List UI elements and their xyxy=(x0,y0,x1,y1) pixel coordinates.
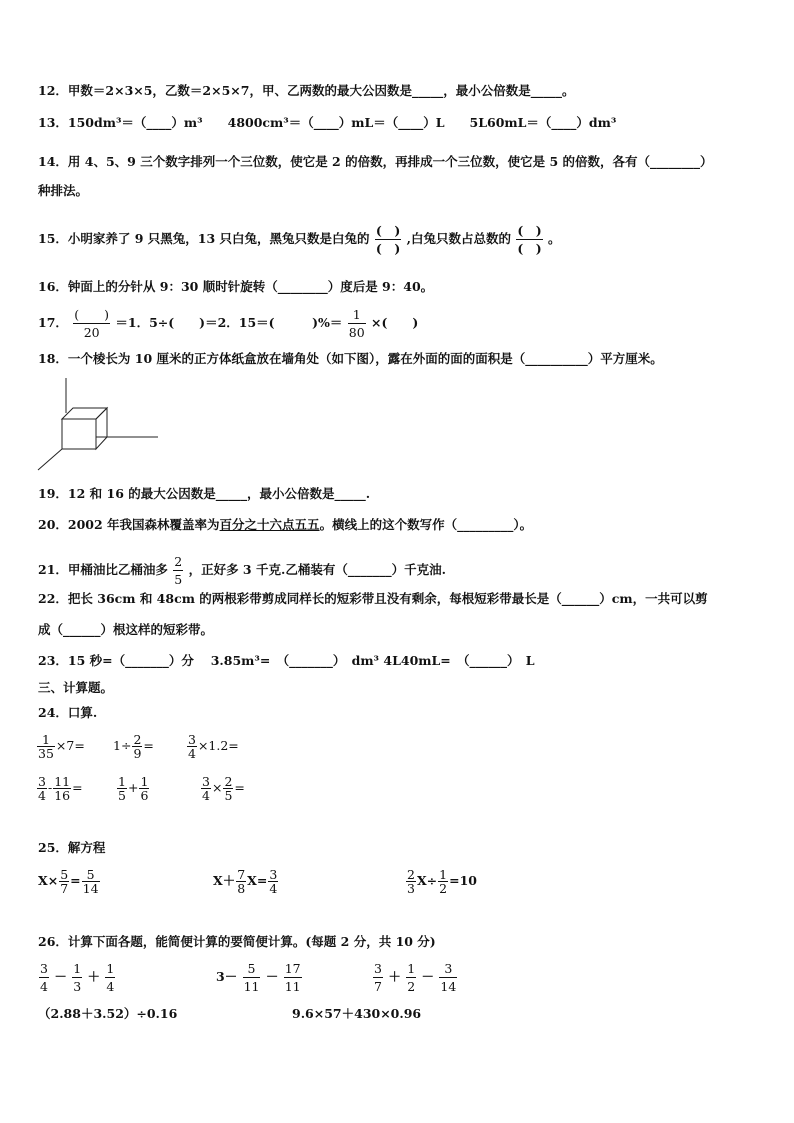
frac-num: 1 xyxy=(348,306,366,324)
fraction xyxy=(236,868,246,895)
q24-item-4 xyxy=(36,775,83,802)
q24-item-2 xyxy=(113,733,154,760)
frac-den: 8 xyxy=(237,881,246,896)
frac-den: ( ) xyxy=(375,241,401,256)
q24-item-1 xyxy=(36,733,85,760)
operator: - xyxy=(47,780,53,795)
frac-den: 80 xyxy=(348,325,365,340)
calc-1 xyxy=(38,960,116,995)
operand: 3－ xyxy=(216,969,238,984)
frac-den: 4 xyxy=(188,746,196,761)
fraction xyxy=(132,733,142,760)
calc-2 xyxy=(216,960,303,995)
fraction xyxy=(348,306,366,341)
frac-den: 4 xyxy=(106,979,115,994)
frac-num: 7 xyxy=(237,867,246,882)
question-18: 18．一个棱长为 10 厘米的正方体纸盒放在墙角处（如下图），露在外面的面的面积是（__________）平方厘米。 xyxy=(38,351,663,366)
operator: × xyxy=(211,780,223,795)
fraction xyxy=(37,775,47,802)
frac-num: 3 xyxy=(202,774,210,789)
fraction xyxy=(187,733,197,760)
calc-3 xyxy=(372,960,458,995)
fraction xyxy=(39,960,49,995)
operator: － xyxy=(54,969,67,984)
section-title: 三、计算题。 xyxy=(38,680,114,695)
eq-text: = xyxy=(70,873,81,888)
frac-den: 2 xyxy=(407,979,416,994)
eq-text: X÷ xyxy=(416,873,438,888)
frac-num: 1 xyxy=(140,774,149,789)
fraction xyxy=(105,960,115,995)
fraction xyxy=(223,775,233,802)
q17-text-mid: ＝1．5÷( )＝2．15＝( )%＝ xyxy=(115,315,343,330)
frac-num: 1 xyxy=(106,961,115,976)
q20-text-post: 。横线上的这个数写作（_________）。 xyxy=(319,517,533,532)
q17-label: 17． xyxy=(38,315,68,330)
fraction xyxy=(37,733,55,760)
frac-den: 2 xyxy=(439,881,448,896)
frac-num: 3 xyxy=(188,732,196,747)
frac-num: 5 xyxy=(243,960,261,978)
frac-num: 5 xyxy=(82,868,100,882)
eq-text: X× xyxy=(38,873,59,888)
frac-den: 4 xyxy=(40,979,48,994)
q24-item-3 xyxy=(186,733,239,760)
fraction xyxy=(139,775,149,802)
fraction xyxy=(439,960,457,995)
frac-den: 14 xyxy=(440,979,457,994)
frac-num: 1 xyxy=(37,733,55,747)
q15-text-mid: ,白兔只数占总数的 xyxy=(406,231,511,246)
operator: ×7= xyxy=(55,738,85,753)
frac-den: 3 xyxy=(73,979,82,994)
q24-item-5 xyxy=(116,775,150,802)
question-24-title: 24．口算. xyxy=(38,705,98,720)
question-21 xyxy=(38,553,446,588)
frac-den: 14 xyxy=(82,881,99,896)
fraction-blank xyxy=(375,222,401,257)
equation-3 xyxy=(405,868,477,895)
frac-den: 9 xyxy=(133,746,142,761)
frac-den: 11 xyxy=(243,979,260,994)
question-14-line2: 种排法。 xyxy=(38,183,89,198)
frac-den: 16 xyxy=(54,788,71,803)
question-22-line1: 22．把长 36cm 和 48cm 的两根彩带剪成同样长的短彩带且没有剩余，每根短彩带最长是（______）cm，一共可以剪 xyxy=(38,591,708,606)
fraction xyxy=(53,775,71,802)
question-12: 12．甲数＝2×3×5，乙数＝2×5×7，甲、乙两数的最大公因数是_____，最小公倍数是_____。 xyxy=(38,83,575,98)
frac-num: 1 xyxy=(439,867,448,882)
fraction xyxy=(406,868,416,895)
operand: 1÷ xyxy=(113,738,132,753)
frac-num: 1 xyxy=(407,961,416,976)
calc-5: 9.6×57＋430×0.96 xyxy=(292,1006,422,1021)
q20-text-pre: 20．2002 年我国森林覆盖率为 xyxy=(38,517,220,532)
fraction xyxy=(268,868,278,895)
operator: － xyxy=(265,969,279,984)
operator: ＋ xyxy=(87,969,101,984)
fraction xyxy=(173,553,183,588)
frac-num: 1 xyxy=(118,774,126,789)
frac-num: 1 xyxy=(73,961,82,976)
operator: + xyxy=(127,780,139,795)
question-14-line1: 14．用 4、5、9 三个数字排列一个三位数，使它是 2 的倍数，再排成一个三位数，使它是 5 的倍数，各有（________） xyxy=(38,154,713,169)
frac-den: 4 xyxy=(269,881,278,896)
q24-item-6 xyxy=(200,775,245,802)
frac-num: 3 xyxy=(374,961,382,976)
equation-1 xyxy=(38,868,101,895)
frac-den: 6 xyxy=(140,788,149,803)
cube-corner-figure xyxy=(34,378,164,473)
frac-den: 7 xyxy=(374,979,382,994)
q15-text-post: 。 xyxy=(548,231,561,246)
fraction xyxy=(284,960,302,995)
frac-den: 5 xyxy=(224,788,233,803)
fraction-blank xyxy=(516,222,542,257)
fraction xyxy=(438,868,448,895)
frac-den: 7 xyxy=(60,881,69,896)
frac-num: ( ) xyxy=(517,223,542,238)
operator: － xyxy=(421,969,435,984)
question-25-title: 25．解方程 xyxy=(38,840,106,855)
fraction xyxy=(73,306,110,341)
fraction xyxy=(72,960,82,995)
frac-num: 3 xyxy=(40,961,48,976)
question-23: 23．15 秒=（_______）分 3.85m³= （_______） dm³ 4L40mL= （______） L xyxy=(38,653,535,668)
frac-den: 3 xyxy=(407,881,415,896)
question-26-title: 26．计算下面各题，能简便计算的要简便计算。(每题 2 分，共 10 分) xyxy=(38,934,436,949)
frac-num: 11 xyxy=(54,774,71,789)
fraction xyxy=(117,775,127,802)
frac-num: 3 xyxy=(269,867,278,882)
frac-num: 2 xyxy=(133,732,142,747)
q21-text-post: ，正好多 3 千克.乙桶装有（_______）千克油. xyxy=(188,562,446,577)
fraction xyxy=(243,960,261,995)
fraction xyxy=(59,868,69,895)
fraction xyxy=(82,868,100,895)
question-17 xyxy=(38,306,418,341)
frac-den: ( ) xyxy=(517,241,542,256)
calc-4: （2.88＋3.52）÷0.16 xyxy=(38,1006,178,1021)
frac-num: 3 xyxy=(439,960,457,978)
operator: = xyxy=(72,780,83,795)
eq-text: X= xyxy=(247,873,268,888)
operator: ×1.2= xyxy=(197,738,239,753)
frac-den: 5 xyxy=(118,788,126,803)
frac-num: 5 xyxy=(60,867,69,882)
frac-num: ( ) xyxy=(74,307,110,322)
question-19: 19．12 和 16 的最大公因数是_____，最小公倍数是_____. xyxy=(38,486,371,501)
operator: = xyxy=(143,738,154,753)
frac-den: 20 xyxy=(83,325,100,340)
question-22-line2: 成（______）根这样的短彩带。 xyxy=(38,622,214,637)
question-16: 16．钟面上的分针从 9：30 顺时针旋转（________）度后是 9：40。 xyxy=(38,279,434,294)
fraction xyxy=(201,775,211,802)
eq-text: =10 xyxy=(449,873,477,888)
equation-2 xyxy=(213,868,279,895)
frac-num: ( ) xyxy=(375,223,401,238)
q15-text-pre: 15．小明家养了 9 只黑兔，13 只白兔，黑兔只数是白兔的 xyxy=(38,231,370,246)
frac-den: 4 xyxy=(38,788,46,803)
frac-num: 17 xyxy=(284,961,301,976)
frac-den: 4 xyxy=(202,788,210,803)
q21-text-pre: 21．甲桶油比乙桶油多 xyxy=(38,562,168,577)
eq-text: X＋ xyxy=(213,873,236,888)
underlined-number-words: 百分之十六点五五 xyxy=(219,517,320,532)
operator: = xyxy=(234,780,245,795)
frac-den: 35 xyxy=(38,746,54,761)
frac-num: 2 xyxy=(224,774,233,789)
question-20 xyxy=(38,517,532,533)
frac-num: 3 xyxy=(38,774,46,789)
q17-text-post: ×( ) xyxy=(371,315,419,330)
question-13: 13．150dm³＝（____）m³ 4800cm³＝（____）mL＝（____）L 5L60mL＝（____）dm³ xyxy=(38,115,617,130)
question-15 xyxy=(38,222,561,257)
frac-den: 11 xyxy=(284,979,301,994)
fraction xyxy=(373,960,383,995)
frac-num: 2 xyxy=(407,867,415,882)
frac-den: 5 xyxy=(174,572,183,587)
operator: ＋ xyxy=(388,969,401,984)
fraction xyxy=(406,960,416,995)
frac-num: 2 xyxy=(174,554,183,569)
